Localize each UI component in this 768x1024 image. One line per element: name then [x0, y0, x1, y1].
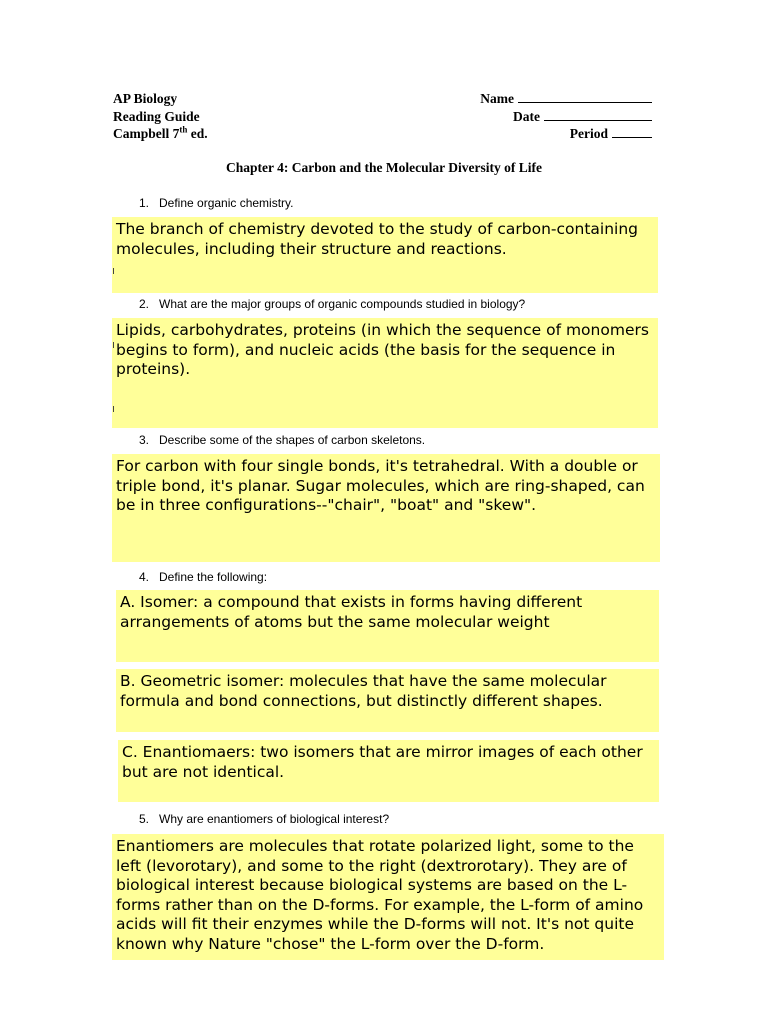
answer-2[interactable]: Lipids, carbohydrates, proteins (in which the sequence of monomers begins to form), and nucleic acids (the basis for the sequence in proteins). [112, 318, 658, 428]
guide-title: Reading Guide [113, 108, 200, 124]
question-4: 4. Define the following: [138, 570, 268, 584]
student-info [440, 90, 652, 143]
answer-1[interactable]: The branch of chemistry devoted to the study of carbon-containing molecules, including their structure and reactions. [112, 217, 658, 293]
chapter-title: Chapter 4: Carbon and the Molecular Diversity of Life [226, 160, 542, 175]
answer-4a-isomer[interactable]: A. Isomer: a compound that exists in forms having different arrangements of atoms but the same molecular weight [116, 590, 659, 662]
margin-mark [113, 406, 114, 412]
question-2: 2. What are the major groups of organic compounds studied in biology? [138, 297, 526, 311]
question-3: 3. Describe some of the shapes of carbon skeletons. [138, 433, 426, 447]
course-info [113, 90, 208, 143]
answer-5[interactable]: Enantiomers are molecules that rotate polarized light, some to the left (levorotary), and some to the right (dextrorotary). They are of biological interest because biological systems are based on the L-forms rather than on the D-forms. For example, the L-form of amino acids will fit their enzymes while the D-forms will not. It's not quite known why Nature "chose" the L-form over the D-form. [112, 834, 664, 960]
question-5: 5. Why are enantiomers of biological interest? [138, 812, 390, 826]
textbook-edition: Campbell 7th ed. [113, 124, 208, 141]
course-name: AP Biology [113, 91, 178, 106]
answer-3[interactable]: For carbon with four single bonds, it's tetrahedral. With a double or triple bond, it's planar. Sugar molecules, which are ring-shaped, can be in three configurations--"chair", "boat" and "skew". [112, 454, 660, 562]
date-field[interactable]: Date [440, 108, 652, 126]
margin-mark [113, 342, 114, 348]
period-field[interactable]: Period [440, 125, 652, 143]
margin-mark [113, 268, 114, 274]
answer-4b-geometric-isomer[interactable]: B. Geometric isomer: molecules that have the same molecular formula and bond connections, but distinctly different shapes. [116, 669, 659, 732]
answer-4c-enantiomer[interactable]: C. Enantiomaers: two isomers that are mirror images of each other but are not identical. [118, 740, 659, 802]
name-field[interactable]: Name [440, 90, 652, 108]
question-1: 1. Define organic chemistry. [138, 196, 294, 210]
